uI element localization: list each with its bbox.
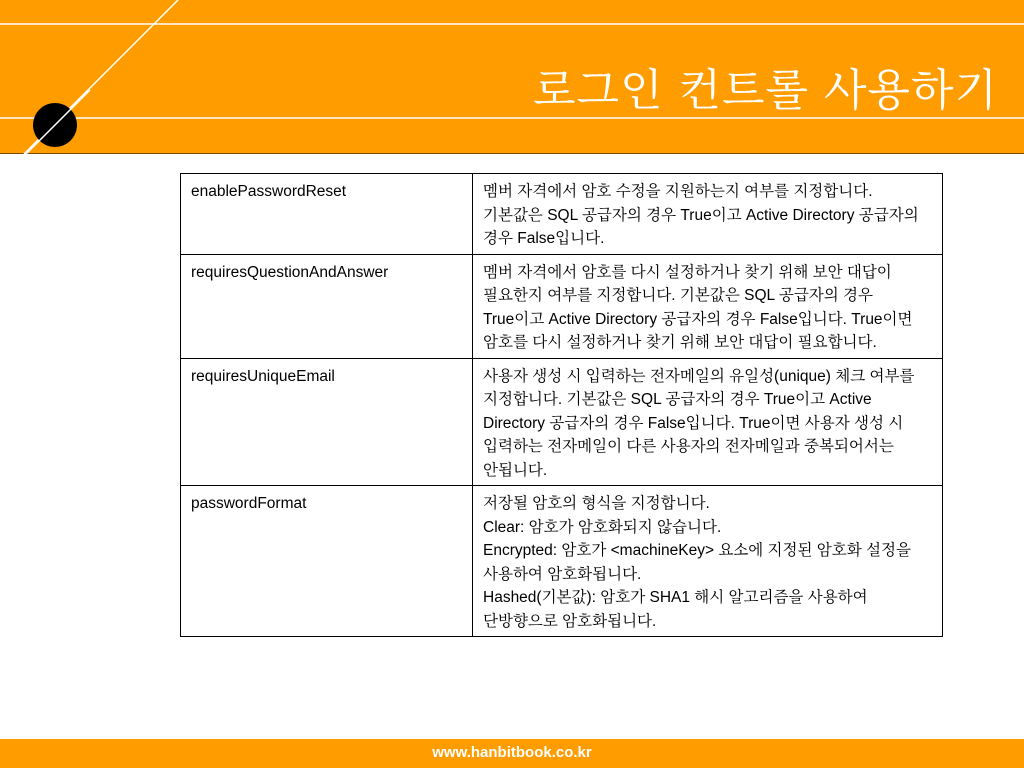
slide-footer	[0, 739, 1024, 768]
properties-table	[180, 173, 943, 637]
table-row	[181, 486, 943, 637]
description-line: Encrypted: 암호가 <machineKey> 요소에 지정된 암호화 설정을 사용하여 암호화됩니다.	[483, 542, 911, 583]
description-line: Clear: 암호가 암호화되지 않습니다.	[483, 518, 722, 536]
table-row	[181, 254, 943, 358]
description-line: Hashed(기본값): 암호가 SHA1 해시 알고리즘을 사용하여 단방향으로 암호화됩니다.	[483, 589, 868, 630]
property-name: passwordFormat	[181, 486, 473, 637]
property-name: requiresUniqueEmail	[181, 358, 473, 486]
property-name: enablePasswordReset	[181, 174, 473, 255]
property-description	[473, 486, 943, 637]
slide-header	[0, 0, 1024, 154]
property-description: 멤버 자격에서 암호를 다시 설정하거나 찾기 위해 보안 대답이 필요한지 여부를 지정합니다. 기본값은 SQL 공급자의 경우 True이고 Active Directory 공급자의 경우 False입니다. True이면 암호를 다시 설정하거나 찾기 위해 보안 대답이 필요합니다.	[473, 254, 943, 358]
page-title: 로그인 컨트롤 사용하기	[532, 65, 998, 116]
table-row	[181, 358, 943, 486]
description-line: 저장될 암호의 형식을 지정합니다.	[483, 495, 710, 512]
property-name: requiresQuestionAndAnswer	[181, 254, 473, 358]
property-description: 사용자 생성 시 입력하는 전자메일의 유일성(unique) 체크 여부를 지정합니다. 기본값은 SQL 공급자의 경우 True이고 Active Directory 공급자의 경우 False입니다. True이면 사용자 생성 시 입력하는 전자메일이 다른 사용자의 전자메일과 중복되어서는 안됩니다.	[473, 358, 943, 486]
table-row	[181, 174, 943, 255]
footer-url: www.hanbitbook.co.kr	[432, 744, 592, 761]
property-description: 멤버 자격에서 암호 수정을 지원하는지 여부를 지정합니다. 기본값은 SQL 공급자의 경우 True이고 Active Directory 공급자의 경우 False입니다.	[473, 174, 943, 255]
